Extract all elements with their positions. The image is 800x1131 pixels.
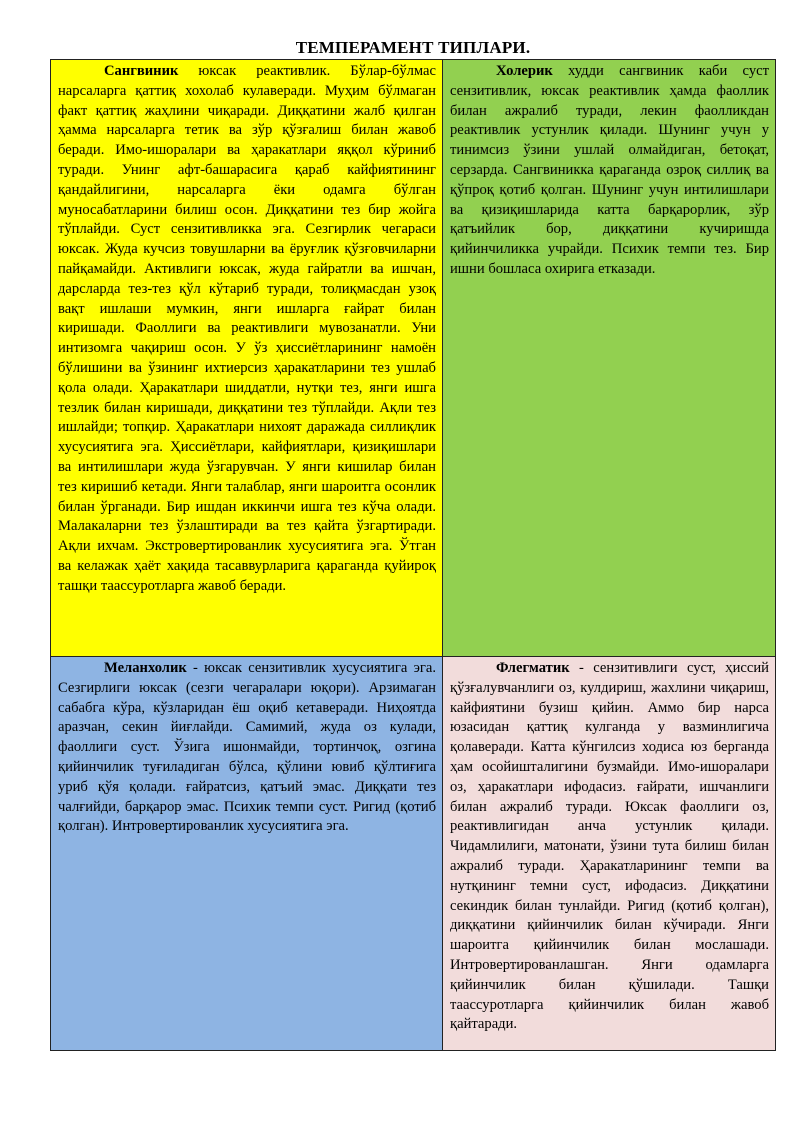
term-sanguine: Сангвиник (104, 63, 179, 79)
table-row (51, 657, 776, 1051)
term-choleric: Холерик (496, 63, 553, 79)
text-melancholic: - юксак сензитивлик хусусиятига эга. Сезгирлиги юксак (сезги чегаралари юқори). Арзимаган сабабга кўра, кўзларидан ёш оқиб кетаверади. Ниҳоятда аразчан, секин йиғлайди. Самимий, жуда оз кулади, фаоллиги суст. Ўзига ишонмайди, тортинчоқ, озгина қийинчилик туғиладиган бўлса, қўлини ювиб қўлтиғига уриб қўя қолади. ғайратсиз, қатъий эмас. Диққати тез чалғийди, барқарор эмас. Психик темпи суст. Ригид (қотиб қолган). Интровертированлик хусусиятига эга. (58, 660, 436, 835)
temperament-table (50, 59, 776, 1051)
cell-choleric (443, 60, 776, 657)
cell-melancholic (51, 657, 443, 1051)
cell-phlegmatic (443, 657, 776, 1051)
page-title: ТЕМПЕРАМЕНТ ТИПЛАРИ. (295, 38, 531, 57)
text-sanguine: юксак реактивлик. Бўлар-бўлмас нарсаларга қаттиқ хохолаб кулаверади. Муҳим бўлмаган факт қаттиқ жаҳлини чиқаради. Диққатини жалб қилган ҳамма нарсаларга тетик ва зўр қўзғалиш билан жавоб беради. Имо-ишоралари ва ҳаракатлари яққол кўриниб туради. Унинг афт-башарасига қараб кайфиятининг қандайлигини, нарсаларга ёки одамга бўлган муносабатларини билиш осон. Диққатини тез бир жойга тўплайди. Суст сензитивликка эга. Сезгирлик чегараси юксак. Жуда кучсиз товушларни ва ёруғлик қўзғовчиларни пайқамайди. Активлиги юксак, жуда гайратли ва ишчан, дарсларда тез-тез қўл кўтариб туради, толиқмасдан узоқ вақт ишлаши мумкин, янги ишларга ғайрат билан киришади. Фаоллиги ва реактивлиги мувозанатли. Уни интизомга чақириш осон. У ўз ҳиссиётларининг намоён бўлишини ва ўзининг ихтиерсиз ҳаракатларини тез ушлаб қола олади. Ҳаракатлари шиддатли, нутқи тез, янги ишга тезлик билан киришади, диққатини тез тўплайди. Ақли тез ишлайди; топқир. Ҳаракатлари нихоят даражада силлиқлик хусусиятига эга. Ҳиссиётлари, кайфиятлари, қизиқишлари ва интилишлари жуда ўзгарувчан. У янги кишилар билан тез киришиб кетади. Янги талаблар, янги шароитга осонлик билан ўрганади. Бир ишдан иккинчи ишга тез кўча олади. Малакаларни тез ўзлаштиради ва тез қайта ўзгартиради. Ақли ихчам. Экстровертированлик хусусиятига эга. Ўтган ва келажак ҳаёт хақида тасаввурларига қараганда қуйироқ ташқи таассуротларга жавоб беради. (58, 63, 436, 594)
term-melancholic: Меланхолик (104, 660, 187, 676)
cell-sanguine (51, 60, 443, 657)
text-phlegmatic: - сензитивлиги суст, ҳиссий қўзғалувчанлиги оз, кулдириш, жахлини чиқариш, кайфиятини бузиш қийин. Аммо бир нарса юзасидан қаттиқ кулганда у вазминлигича қолаверади. Катта кўнгилсиз ходиса юз берганда ҳам осойишталигини бузмайди. Имо-ишоралари оз, ҳаракатлари ифодасиз. ғайрати, ишчанлиги билан ажралиб туради. Юксак фаоллиги оз, реактивлигидан анча устунлик қилади. Чидамлилиги, матонати, ўзини тута билиш билан ажралиб туради. Ҳаракатларининг темпи ва нутқининг темни суст, ифодасиз. Диққатини секиндик билан тунлайди. Ригид (қотиб қолган), диққатини қийинчилик билан кўчиради. Янги шароитга қийинчилик билан мослашади. Интровертированлашган. Янги одамларга қийинчилик билан қўшилади. Ташқи таассуротларга қийинчилик билан жавоб қайтаради. (450, 660, 769, 1033)
term-phlegmatic: Флегматик (496, 660, 570, 676)
table-row (51, 60, 776, 657)
text-choleric: худди сангвиник каби суст сензитивлик, юксак реактивлик ҳамда фаоллик билан ажралиб туради, лекин фаолликдан реактивлик устунлик қилади. Шунинг учун у тинимсиз ўзини ушлай олмайдиган, бетоқат, серзарда. Сангвиникка қараганда озроқ силлиқ ва қўпроқ қотиб қолган. Шунинг учун интилишлари ва қизиқишларида катта барқарорлик, зўр қатъийлик бор, диққатини кучиришда қийинчиликка учрайди. Психик темпи тез. Бир ишни бошласа охирига етказади. (450, 63, 769, 277)
